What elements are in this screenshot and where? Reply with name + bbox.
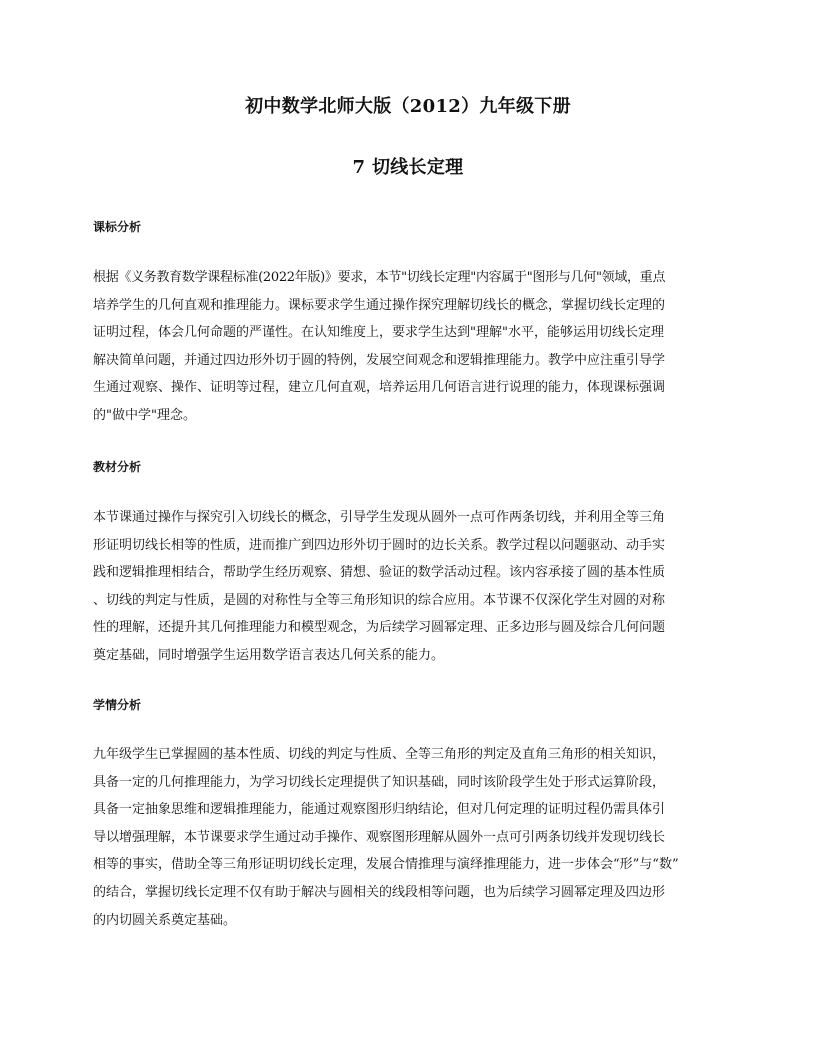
paragraph-line: 的结合，掌握切线长定理不仅有助于解决与圆相关的线段相等问题，也为后续学习圆幂定理及四边形 <box>93 884 666 900</box>
paragraph-line: 践和逻辑推理相结合，帮助学生经历观察、猜想、验证的数学活动过程。该内容承接了圆的基本性质 <box>93 565 666 581</box>
paragraph-line: 本节课通过操作与探究引入切线长的概念，引导学生发现从圆外一点可作两条切线，并利用全等三角 <box>93 510 666 525</box>
paragraph-line: 导以增强理解，本节课要求学生通过动手操作、观察图形理解从圆外一点可引两条切线并发现切线长 <box>93 829 666 845</box>
paragraph-line: 的内切圆关系奠定基础。 <box>93 912 237 928</box>
paragraph-line: 根据《义务教育数学课程标准(2022年版)》要求，本节"切线长定理"内容属于"图形与几何"领域，重点 <box>93 270 666 285</box>
section-paragraph-student <box>93 741 733 934</box>
paragraph-line: 生通过观察、操作、证明等过程，建立几何直观，培养运用几何语言进行说理的能力，体现课标强调 <box>93 380 666 396</box>
paragraph-line: 具备一定抽象思维和逻辑推理能力，能通过观察图形归纳结论，但对几何定理的证明过程仍需具体引 <box>93 802 666 818</box>
paragraph-line: 形证明切线长相等的性质，进而推广到四边形外切于圆时的边长关系。教学过程以问题驱动、动手实 <box>93 537 666 553</box>
paragraph-line: 九年级学生已掌握圆的基本性质、切线的判定与性质、全等三角形的判定及直角三角形的相关知识， <box>93 747 666 762</box>
paragraph-line: 解决简单问题，并通过四边形外切于圆的特例，发展空间观念和逻辑推理能力。教学中应注重引导学 <box>93 352 666 368</box>
paragraph-line: 相等的事实，借助全等三角形证明切线长定理，发展合情推理与演绎推理能力，进一步体会“形”与“数” <box>93 857 679 873</box>
paragraph-line: 、切线的判定与性质，是圆的对称性与全等三角形知识的综合应用。本节课不仅深化学生对圆的对称 <box>93 592 666 608</box>
paragraph-line: 证明过程，体会几何命题的严谨性。在认知维度上，要求学生达到"理解"水平，能够运用切线长定理 <box>93 325 664 341</box>
section-paragraph-curriculum <box>93 264 733 430</box>
document-title: 初中数学北师大版（2012）九年级下册 <box>245 96 571 117</box>
paragraph-line: 培养学生的几何直观和推理能力。课标要求学生通过操作探究理解切线长的概念，掌握切线长定理的 <box>93 297 666 313</box>
lesson-title: 7 切线长定理 <box>352 157 464 178</box>
paragraph-line: 性的理解，还提升其几何推理能力和模型观念，为后续学习圆幂定理、正多边形与圆及综合几何问题 <box>93 620 666 636</box>
section-heading-curriculum: 课标分析 <box>93 220 142 234</box>
section-paragraph-textbook <box>93 504 733 670</box>
paragraph-line: 奠定基础，同时增强学生运用数学语言表达几何关系的能力。 <box>93 647 445 663</box>
section-heading-textbook: 教材分析 <box>93 460 142 474</box>
paragraph-line: 具备一定的几何推理能力，为学习切线长定理提供了知识基础，同时该阶段学生处于形式运算阶段， <box>93 774 666 790</box>
paragraph-line: 的"做中学"理念。 <box>93 407 196 423</box>
section-heading-student: 学情分析 <box>93 698 142 712</box>
